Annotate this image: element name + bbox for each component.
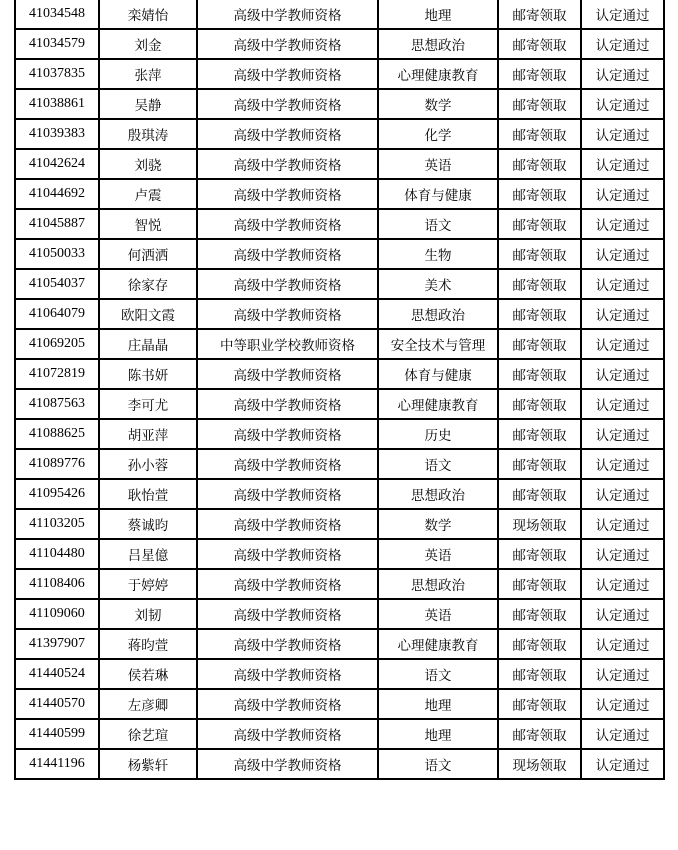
status-cell: 认定通过 bbox=[581, 269, 664, 299]
pickup-method-cell: 邮寄领取 bbox=[498, 269, 581, 299]
name-cell: 蔡诚昀 bbox=[99, 509, 197, 539]
status-cell: 认定通过 bbox=[581, 659, 664, 689]
subject-cell: 历史 bbox=[378, 419, 498, 449]
pickup-method-cell: 邮寄领取 bbox=[498, 119, 581, 149]
certificate-type-cell: 高级中学教师资格 bbox=[197, 479, 378, 509]
status-cell: 认定通过 bbox=[581, 239, 664, 269]
certificate-type-cell: 高级中学教师资格 bbox=[197, 629, 378, 659]
id-cell: 41069205 bbox=[15, 329, 99, 359]
certificate-type-cell: 高级中学教师资格 bbox=[197, 299, 378, 329]
id-cell: 41034548 bbox=[15, 0, 99, 29]
table-row bbox=[15, 389, 664, 419]
status-cell: 认定通过 bbox=[581, 299, 664, 329]
status-cell: 认定通过 bbox=[581, 29, 664, 59]
id-cell: 41441196 bbox=[15, 749, 99, 779]
name-cell: 李可尤 bbox=[99, 389, 197, 419]
subject-cell: 英语 bbox=[378, 599, 498, 629]
subject-cell: 语文 bbox=[378, 749, 498, 779]
pickup-method-cell: 邮寄领取 bbox=[498, 479, 581, 509]
table-row bbox=[15, 749, 664, 779]
id-cell: 41039383 bbox=[15, 119, 99, 149]
pickup-method-cell: 邮寄领取 bbox=[498, 59, 581, 89]
certificate-type-cell: 高级中学教师资格 bbox=[197, 29, 378, 59]
table-row bbox=[15, 479, 664, 509]
certificate-type-cell: 高级中学教师资格 bbox=[197, 359, 378, 389]
id-cell: 41045887 bbox=[15, 209, 99, 239]
name-cell: 吕星億 bbox=[99, 539, 197, 569]
pickup-method-cell: 邮寄领取 bbox=[498, 629, 581, 659]
name-cell: 徐家存 bbox=[99, 269, 197, 299]
table-row bbox=[15, 449, 664, 479]
status-cell: 认定通过 bbox=[581, 419, 664, 449]
subject-cell: 体育与健康 bbox=[378, 179, 498, 209]
name-cell: 孙小蓉 bbox=[99, 449, 197, 479]
certificate-type-cell: 高级中学教师资格 bbox=[197, 659, 378, 689]
document-page bbox=[14, 0, 665, 780]
certificate-type-cell: 高级中学教师资格 bbox=[197, 149, 378, 179]
name-cell: 蒋昀萱 bbox=[99, 629, 197, 659]
table-row bbox=[15, 509, 664, 539]
id-cell: 41087563 bbox=[15, 389, 99, 419]
name-cell: 刘骁 bbox=[99, 149, 197, 179]
pickup-method-cell: 邮寄领取 bbox=[498, 359, 581, 389]
id-cell: 41104480 bbox=[15, 539, 99, 569]
status-cell: 认定通过 bbox=[581, 329, 664, 359]
status-cell: 认定通过 bbox=[581, 539, 664, 569]
pickup-method-cell: 邮寄领取 bbox=[498, 569, 581, 599]
name-cell: 耿怡萱 bbox=[99, 479, 197, 509]
certificate-type-cell: 高级中学教师资格 bbox=[197, 0, 378, 29]
id-cell: 41044692 bbox=[15, 179, 99, 209]
pickup-method-cell: 邮寄领取 bbox=[498, 89, 581, 119]
subject-cell: 语文 bbox=[378, 449, 498, 479]
pickup-method-cell: 邮寄领取 bbox=[498, 149, 581, 179]
pickup-method-cell: 现场领取 bbox=[498, 749, 581, 779]
status-cell: 认定通过 bbox=[581, 359, 664, 389]
pickup-method-cell: 邮寄领取 bbox=[498, 599, 581, 629]
status-cell: 认定通过 bbox=[581, 479, 664, 509]
certificate-type-cell: 高级中学教师资格 bbox=[197, 179, 378, 209]
status-cell: 认定通过 bbox=[581, 179, 664, 209]
table-row bbox=[15, 239, 664, 269]
table-body bbox=[15, 0, 664, 779]
subject-cell: 语文 bbox=[378, 659, 498, 689]
subject-cell: 心理健康教育 bbox=[378, 59, 498, 89]
certificate-type-cell: 高级中学教师资格 bbox=[197, 539, 378, 569]
pickup-method-cell: 邮寄领取 bbox=[498, 539, 581, 569]
subject-cell: 地理 bbox=[378, 689, 498, 719]
subject-cell: 思想政治 bbox=[378, 29, 498, 59]
name-cell: 侯若琳 bbox=[99, 659, 197, 689]
table-row bbox=[15, 359, 664, 389]
subject-cell: 地理 bbox=[378, 719, 498, 749]
name-cell: 栾婧怡 bbox=[99, 0, 197, 29]
table-row bbox=[15, 269, 664, 299]
certificate-type-cell: 高级中学教师资格 bbox=[197, 419, 378, 449]
subject-cell: 数学 bbox=[378, 89, 498, 119]
status-cell: 认定通过 bbox=[581, 629, 664, 659]
id-cell: 41037835 bbox=[15, 59, 99, 89]
subject-cell: 心理健康教育 bbox=[378, 389, 498, 419]
id-cell: 41054037 bbox=[15, 269, 99, 299]
certificate-type-cell: 高级中学教师资格 bbox=[197, 569, 378, 599]
certificate-type-cell: 高级中学教师资格 bbox=[197, 209, 378, 239]
id-cell: 41440524 bbox=[15, 659, 99, 689]
pickup-method-cell: 邮寄领取 bbox=[498, 179, 581, 209]
status-cell: 认定通过 bbox=[581, 509, 664, 539]
status-cell: 认定通过 bbox=[581, 599, 664, 629]
certificate-type-cell: 高级中学教师资格 bbox=[197, 389, 378, 419]
name-cell: 于婷婷 bbox=[99, 569, 197, 599]
status-cell: 认定通过 bbox=[581, 689, 664, 719]
pickup-method-cell: 邮寄领取 bbox=[498, 719, 581, 749]
id-cell: 41095426 bbox=[15, 479, 99, 509]
status-cell: 认定通过 bbox=[581, 59, 664, 89]
certificate-type-cell: 高级中学教师资格 bbox=[197, 509, 378, 539]
table-row bbox=[15, 689, 664, 719]
certificate-type-cell: 高级中学教师资格 bbox=[197, 89, 378, 119]
name-cell: 殷琪涛 bbox=[99, 119, 197, 149]
pickup-method-cell: 邮寄领取 bbox=[498, 689, 581, 719]
id-cell: 41034579 bbox=[15, 29, 99, 59]
certificate-type-cell: 高级中学教师资格 bbox=[197, 599, 378, 629]
pickup-method-cell: 邮寄领取 bbox=[498, 389, 581, 419]
table-row bbox=[15, 539, 664, 569]
id-cell: 41109060 bbox=[15, 599, 99, 629]
table-row bbox=[15, 329, 664, 359]
pickup-method-cell: 邮寄领取 bbox=[498, 659, 581, 689]
subject-cell: 思想政治 bbox=[378, 479, 498, 509]
pickup-method-cell: 邮寄领取 bbox=[498, 29, 581, 59]
name-cell: 何洒洒 bbox=[99, 239, 197, 269]
subject-cell: 化学 bbox=[378, 119, 498, 149]
status-cell: 认定通过 bbox=[581, 149, 664, 179]
subject-cell: 语文 bbox=[378, 209, 498, 239]
id-cell: 41108406 bbox=[15, 569, 99, 599]
status-cell: 认定通过 bbox=[581, 89, 664, 119]
pickup-method-cell: 邮寄领取 bbox=[498, 419, 581, 449]
subject-cell: 安全技术与管理 bbox=[378, 329, 498, 359]
table-row bbox=[15, 629, 664, 659]
status-cell: 认定通过 bbox=[581, 449, 664, 479]
subject-cell: 思想政治 bbox=[378, 569, 498, 599]
id-cell: 41089776 bbox=[15, 449, 99, 479]
pickup-method-cell: 邮寄领取 bbox=[498, 239, 581, 269]
id-cell: 41038861 bbox=[15, 89, 99, 119]
table-row bbox=[15, 119, 664, 149]
certificate-type-cell: 高级中学教师资格 bbox=[197, 689, 378, 719]
certificate-type-cell: 高级中学教师资格 bbox=[197, 269, 378, 299]
subject-cell: 生物 bbox=[378, 239, 498, 269]
certificate-type-cell: 高级中学教师资格 bbox=[197, 449, 378, 479]
table-row bbox=[15, 149, 664, 179]
table-row bbox=[15, 599, 664, 629]
name-cell: 杨紫轩 bbox=[99, 749, 197, 779]
table-row bbox=[15, 419, 664, 449]
status-cell: 认定通过 bbox=[581, 569, 664, 599]
name-cell: 智悦 bbox=[99, 209, 197, 239]
id-cell: 41088625 bbox=[15, 419, 99, 449]
id-cell: 41064079 bbox=[15, 299, 99, 329]
status-cell: 认定通过 bbox=[581, 119, 664, 149]
pickup-method-cell: 邮寄领取 bbox=[498, 449, 581, 479]
name-cell: 陈书妍 bbox=[99, 359, 197, 389]
certificate-type-cell: 高级中学教师资格 bbox=[197, 119, 378, 149]
subject-cell: 体育与健康 bbox=[378, 359, 498, 389]
pickup-method-cell: 现场领取 bbox=[498, 509, 581, 539]
certificate-type-cell: 高级中学教师资格 bbox=[197, 719, 378, 749]
pickup-method-cell: 邮寄领取 bbox=[498, 0, 581, 29]
subject-cell: 思想政治 bbox=[378, 299, 498, 329]
id-cell: 41440599 bbox=[15, 719, 99, 749]
name-cell: 庄晶晶 bbox=[99, 329, 197, 359]
pickup-method-cell: 邮寄领取 bbox=[498, 329, 581, 359]
subject-cell: 美术 bbox=[378, 269, 498, 299]
table-row bbox=[15, 569, 664, 599]
table-row bbox=[15, 0, 664, 29]
id-cell: 41397907 bbox=[15, 629, 99, 659]
status-cell: 认定通过 bbox=[581, 389, 664, 419]
name-cell: 欧阳文霞 bbox=[99, 299, 197, 329]
subject-cell: 心理健康教育 bbox=[378, 629, 498, 659]
subject-cell: 地理 bbox=[378, 0, 498, 29]
certification-table bbox=[14, 0, 665, 780]
pickup-method-cell: 邮寄领取 bbox=[498, 209, 581, 239]
name-cell: 刘金 bbox=[99, 29, 197, 59]
status-cell: 认定通过 bbox=[581, 749, 664, 779]
certificate-type-cell: 高级中学教师资格 bbox=[197, 239, 378, 269]
name-cell: 徐艺瑄 bbox=[99, 719, 197, 749]
table-row bbox=[15, 29, 664, 59]
id-cell: 41072819 bbox=[15, 359, 99, 389]
table-row bbox=[15, 299, 664, 329]
status-cell: 认定通过 bbox=[581, 0, 664, 29]
name-cell: 刘韧 bbox=[99, 599, 197, 629]
id-cell: 41103205 bbox=[15, 509, 99, 539]
table-row bbox=[15, 719, 664, 749]
id-cell: 41440570 bbox=[15, 689, 99, 719]
table-row bbox=[15, 89, 664, 119]
id-cell: 41042624 bbox=[15, 149, 99, 179]
status-cell: 认定通过 bbox=[581, 209, 664, 239]
certificate-type-cell: 高级中学教师资格 bbox=[197, 749, 378, 779]
certificate-type-cell: 中等职业学校教师资格 bbox=[197, 329, 378, 359]
name-cell: 卢震 bbox=[99, 179, 197, 209]
table-row bbox=[15, 209, 664, 239]
table-row bbox=[15, 659, 664, 689]
table-row bbox=[15, 59, 664, 89]
subject-cell: 数学 bbox=[378, 509, 498, 539]
id-cell: 41050033 bbox=[15, 239, 99, 269]
name-cell: 吴静 bbox=[99, 89, 197, 119]
subject-cell: 英语 bbox=[378, 149, 498, 179]
name-cell: 张萍 bbox=[99, 59, 197, 89]
name-cell: 左彦卿 bbox=[99, 689, 197, 719]
table-row bbox=[15, 179, 664, 209]
status-cell: 认定通过 bbox=[581, 719, 664, 749]
name-cell: 胡亚萍 bbox=[99, 419, 197, 449]
certificate-type-cell: 高级中学教师资格 bbox=[197, 59, 378, 89]
pickup-method-cell: 邮寄领取 bbox=[498, 299, 581, 329]
subject-cell: 英语 bbox=[378, 539, 498, 569]
